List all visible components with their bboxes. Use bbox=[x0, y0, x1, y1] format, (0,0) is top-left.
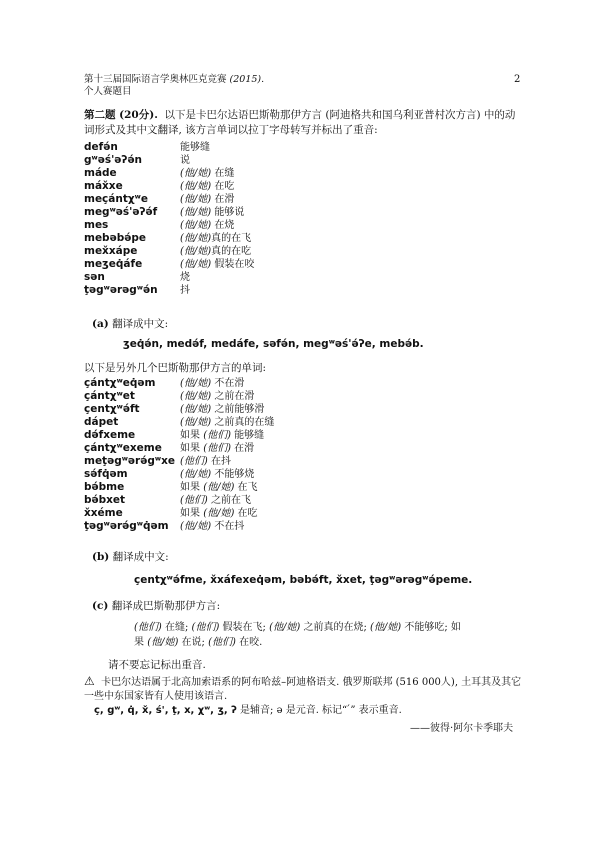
problem-title: 第二题 (20分). bbox=[84, 109, 158, 121]
translation-subject: (他们) bbox=[203, 430, 231, 441]
vocab-word: x̌xéme bbox=[84, 507, 123, 519]
translation-text: 在吃 bbox=[211, 181, 235, 192]
vocab-word: meţəgʷərə́gʷxe bbox=[84, 455, 175, 467]
vocab-translation bbox=[180, 232, 251, 245]
translation-text: 在滑 bbox=[211, 194, 235, 205]
translation-prefix: 如果 bbox=[180, 508, 204, 519]
language-note-line-1 bbox=[84, 674, 529, 704]
translation-text: 之前能够滑 bbox=[211, 404, 265, 415]
translation-subject: (他/她) bbox=[180, 259, 212, 270]
task-c-phrases-line-1 bbox=[134, 620, 529, 635]
translation-text: 能够缝 bbox=[231, 430, 265, 441]
translation-text: 烧 bbox=[180, 272, 190, 283]
vocab-translation bbox=[180, 455, 231, 468]
vocab-translation bbox=[180, 271, 190, 284]
translation-text: 能够缝 bbox=[180, 142, 210, 153]
task-b-instruction: 翻译成中文: bbox=[112, 551, 169, 563]
translation-subject: (他/她) bbox=[180, 220, 212, 231]
translation-text: 能够说 bbox=[211, 207, 245, 218]
translation-text: 不在抖 bbox=[211, 521, 245, 532]
vocab-translation bbox=[180, 416, 274, 429]
vocab-word: megʷəś'əʔə́f bbox=[84, 206, 158, 218]
vocab-translation bbox=[180, 245, 251, 258]
phrase-segment: (他/她) bbox=[147, 637, 179, 648]
vocab-word: çántχʷexeme bbox=[84, 442, 162, 454]
translation-text: 之前在滑 bbox=[211, 391, 255, 402]
phrase-segment: 假装在飞; bbox=[219, 622, 270, 633]
translation-subject: (他/她) bbox=[180, 469, 212, 480]
translation-text: 在烧 bbox=[211, 220, 235, 231]
vocab-translation bbox=[180, 377, 244, 390]
warning-icon: ⚠ bbox=[84, 674, 95, 688]
phrase-segment: 不能够吃; 如 bbox=[401, 622, 461, 633]
vocab-word: máx̌xe bbox=[84, 180, 123, 192]
vocab-translation bbox=[180, 520, 244, 533]
vocab-translation bbox=[180, 403, 264, 416]
translation-subject: (他/她) bbox=[180, 207, 212, 218]
translation-text: 在吃 bbox=[234, 508, 258, 519]
task-c-phrases bbox=[134, 620, 529, 650]
language-note-text: 卡巴尔达语属于北高加索语系的阿布哈兹–阿迪格语支. 俄罗斯联邦 (516 000人), 土耳其及其它一些中东国家皆有人使用该语言. bbox=[84, 677, 522, 702]
vocab-word: də́fxeme bbox=[84, 429, 136, 441]
header-line-2: 个人赛题目 bbox=[84, 86, 132, 97]
translation-subject: (他们) bbox=[203, 443, 231, 454]
task-c bbox=[92, 598, 220, 613]
translation-subject: (他/她) bbox=[203, 508, 235, 519]
phrase-segment: 在咬. bbox=[235, 637, 263, 648]
consonant-note-text: 是辅音; ə 是元音. 标记“ ́” 表示重音. bbox=[236, 705, 402, 716]
vocab-translation bbox=[180, 442, 254, 455]
translation-text: 在飞 bbox=[234, 482, 258, 493]
translation-text: 之前真的在缝 bbox=[211, 417, 275, 428]
phrase-segment: 果 bbox=[134, 637, 148, 648]
vocab-translation bbox=[180, 284, 190, 297]
section-2-intro: 以下是另外几个巴斯勒那伊方言的单词: bbox=[84, 362, 267, 374]
phrase-segment: 在缝; bbox=[161, 622, 192, 633]
vocab-translation bbox=[180, 206, 244, 219]
translation-subject: (他/她) bbox=[180, 521, 212, 532]
vocab-translation bbox=[180, 481, 258, 494]
task-a bbox=[92, 316, 168, 331]
vocab-word: mex̌xápe bbox=[84, 245, 138, 257]
vocab-translation bbox=[180, 154, 190, 167]
translation-text: 在缝 bbox=[211, 168, 235, 179]
vocab-word: çentχʷə́ft bbox=[84, 403, 140, 415]
phrase-segment: (他们) bbox=[208, 637, 236, 648]
translation-subject: (他/她) bbox=[180, 194, 212, 205]
vocab-word: defə́n bbox=[84, 141, 118, 153]
vocab-word: sən bbox=[84, 271, 105, 283]
translation-subject: (他/她) bbox=[180, 417, 212, 428]
task-c-label: (c) bbox=[92, 600, 109, 612]
translation-subject: (他/她) bbox=[203, 482, 235, 493]
vocab-translation bbox=[180, 193, 234, 206]
translation-subject: (他/她) bbox=[180, 168, 212, 179]
vocab-word: mes bbox=[84, 219, 109, 231]
vocab-word: dápet bbox=[84, 416, 119, 428]
task-b-words: çentχʷə́fme, x̌xáfexeq̇əm, bəbə́ft, x̌xet, ţəgʷərəgʷə́peme. bbox=[134, 574, 473, 586]
translation-text: 真的在吃 bbox=[211, 246, 252, 257]
vocab-word: çántχʷet bbox=[84, 390, 135, 402]
task-b-label: (b) bbox=[92, 551, 110, 563]
page-header bbox=[84, 74, 264, 98]
vocab-word: meʒeq̇áfe bbox=[84, 258, 143, 270]
translation-subject: (他/她) bbox=[180, 404, 212, 415]
phrase-segment: 之前真的在烧; bbox=[300, 622, 370, 633]
vocab-word: mebəbə́pe bbox=[84, 232, 146, 244]
translation-text: 在滑 bbox=[231, 443, 255, 454]
translation-text: 假装在咬 bbox=[211, 259, 255, 270]
language-note bbox=[84, 674, 529, 718]
translation-text: 在抖 bbox=[207, 456, 231, 467]
consonant-symbols: ç, gʷ, q̇, x̌, ś', ţ, x, χʷ, ʒ, ʔ bbox=[94, 705, 237, 716]
vocab-word: bə́bxet bbox=[84, 494, 126, 506]
task-b bbox=[92, 549, 169, 564]
task-a-label: (a) bbox=[92, 318, 109, 330]
vocab-translation bbox=[180, 180, 234, 193]
language-note-line-2 bbox=[84, 704, 529, 718]
header-olympiad: 第十三届国际语言学奥林匹克竞赛 bbox=[84, 74, 227, 85]
translation-text: 不在滑 bbox=[211, 378, 245, 389]
stress-reminder: 请不要忘记标出重音. bbox=[108, 659, 206, 671]
vocab-translation bbox=[180, 429, 264, 442]
task-c-phrases-line-2 bbox=[134, 635, 529, 650]
vocab-word: gʷəś'əʔə́n bbox=[84, 154, 143, 166]
translation-subject: (他们) bbox=[180, 495, 208, 506]
translation-text: 抖 bbox=[180, 285, 190, 296]
vocab-word: máde bbox=[84, 167, 117, 179]
translation-prefix: 如果 bbox=[180, 482, 204, 493]
translation-subject: (他/她) bbox=[180, 391, 212, 402]
problem-intro-text: 以下是卡巴尔达语巴斯勒那伊方言 (阿迪格共和国乌利亚普村次方言) 中的动词形式及其中文翻译, 该方言单词以拉丁字母转写并标出了重音: bbox=[84, 109, 516, 136]
translation-subject: (他/她) bbox=[180, 233, 212, 244]
phrase-segment: (他们) bbox=[134, 622, 162, 633]
task-a-words: ʒeq̇ə́n, medə́f, medáfe, səfə́n, megʷəś'ə́ʔe, mebə́b. bbox=[123, 338, 424, 350]
task-a-instruction: 翻译成中文: bbox=[112, 318, 169, 330]
vocab-translation bbox=[180, 167, 234, 180]
vocab-translation bbox=[180, 258, 254, 271]
vocab-translation bbox=[180, 468, 254, 481]
vocab-word: ţəgʷərə́gʷq̇əm bbox=[84, 520, 169, 532]
phrase-segment: (他/她) bbox=[370, 622, 402, 633]
vocab-translation bbox=[180, 494, 251, 507]
translation-subject: (他/她) bbox=[180, 181, 212, 192]
translation-subject: (他/她) bbox=[180, 246, 212, 257]
task-c-instruction: 翻译成巴斯勒那伊方言: bbox=[111, 600, 221, 612]
header-year: (2015). bbox=[229, 74, 265, 85]
vocab-translation bbox=[180, 141, 210, 154]
translation-prefix: 如果 bbox=[180, 430, 204, 441]
translation-text: 真的在飞 bbox=[211, 233, 252, 244]
vocab-word: meçántχʷe bbox=[84, 193, 148, 205]
vocab-translation bbox=[180, 219, 234, 232]
vocab-word: çántχʷeq̇əm bbox=[84, 377, 156, 389]
vocab-word: bə́bme bbox=[84, 481, 125, 493]
problem-intro bbox=[84, 108, 524, 138]
translation-prefix: 如果 bbox=[180, 443, 204, 454]
page-number: 2 bbox=[514, 74, 521, 85]
problem-author: ——彼得·阿尔卡季耶夫 bbox=[410, 723, 514, 734]
vocab-translation bbox=[180, 507, 258, 520]
translation-text: 之前在飞 bbox=[207, 495, 251, 506]
header-line-1 bbox=[84, 74, 264, 86]
vocab-word: ţəgʷərəgʷə́n bbox=[84, 284, 158, 296]
vocab-translation bbox=[180, 390, 254, 403]
phrase-segment: (他们) bbox=[191, 622, 220, 633]
translation-text: 说 bbox=[180, 155, 190, 166]
vocab-word: sə́fq̇əm bbox=[84, 468, 128, 480]
translation-subject: (他/她) bbox=[180, 378, 212, 389]
translation-subject: (他们) bbox=[180, 456, 208, 467]
translation-text: 不能够烧 bbox=[211, 469, 255, 480]
phrase-segment: (他/她) bbox=[269, 622, 301, 633]
phrase-segment: 在说; bbox=[178, 637, 209, 648]
